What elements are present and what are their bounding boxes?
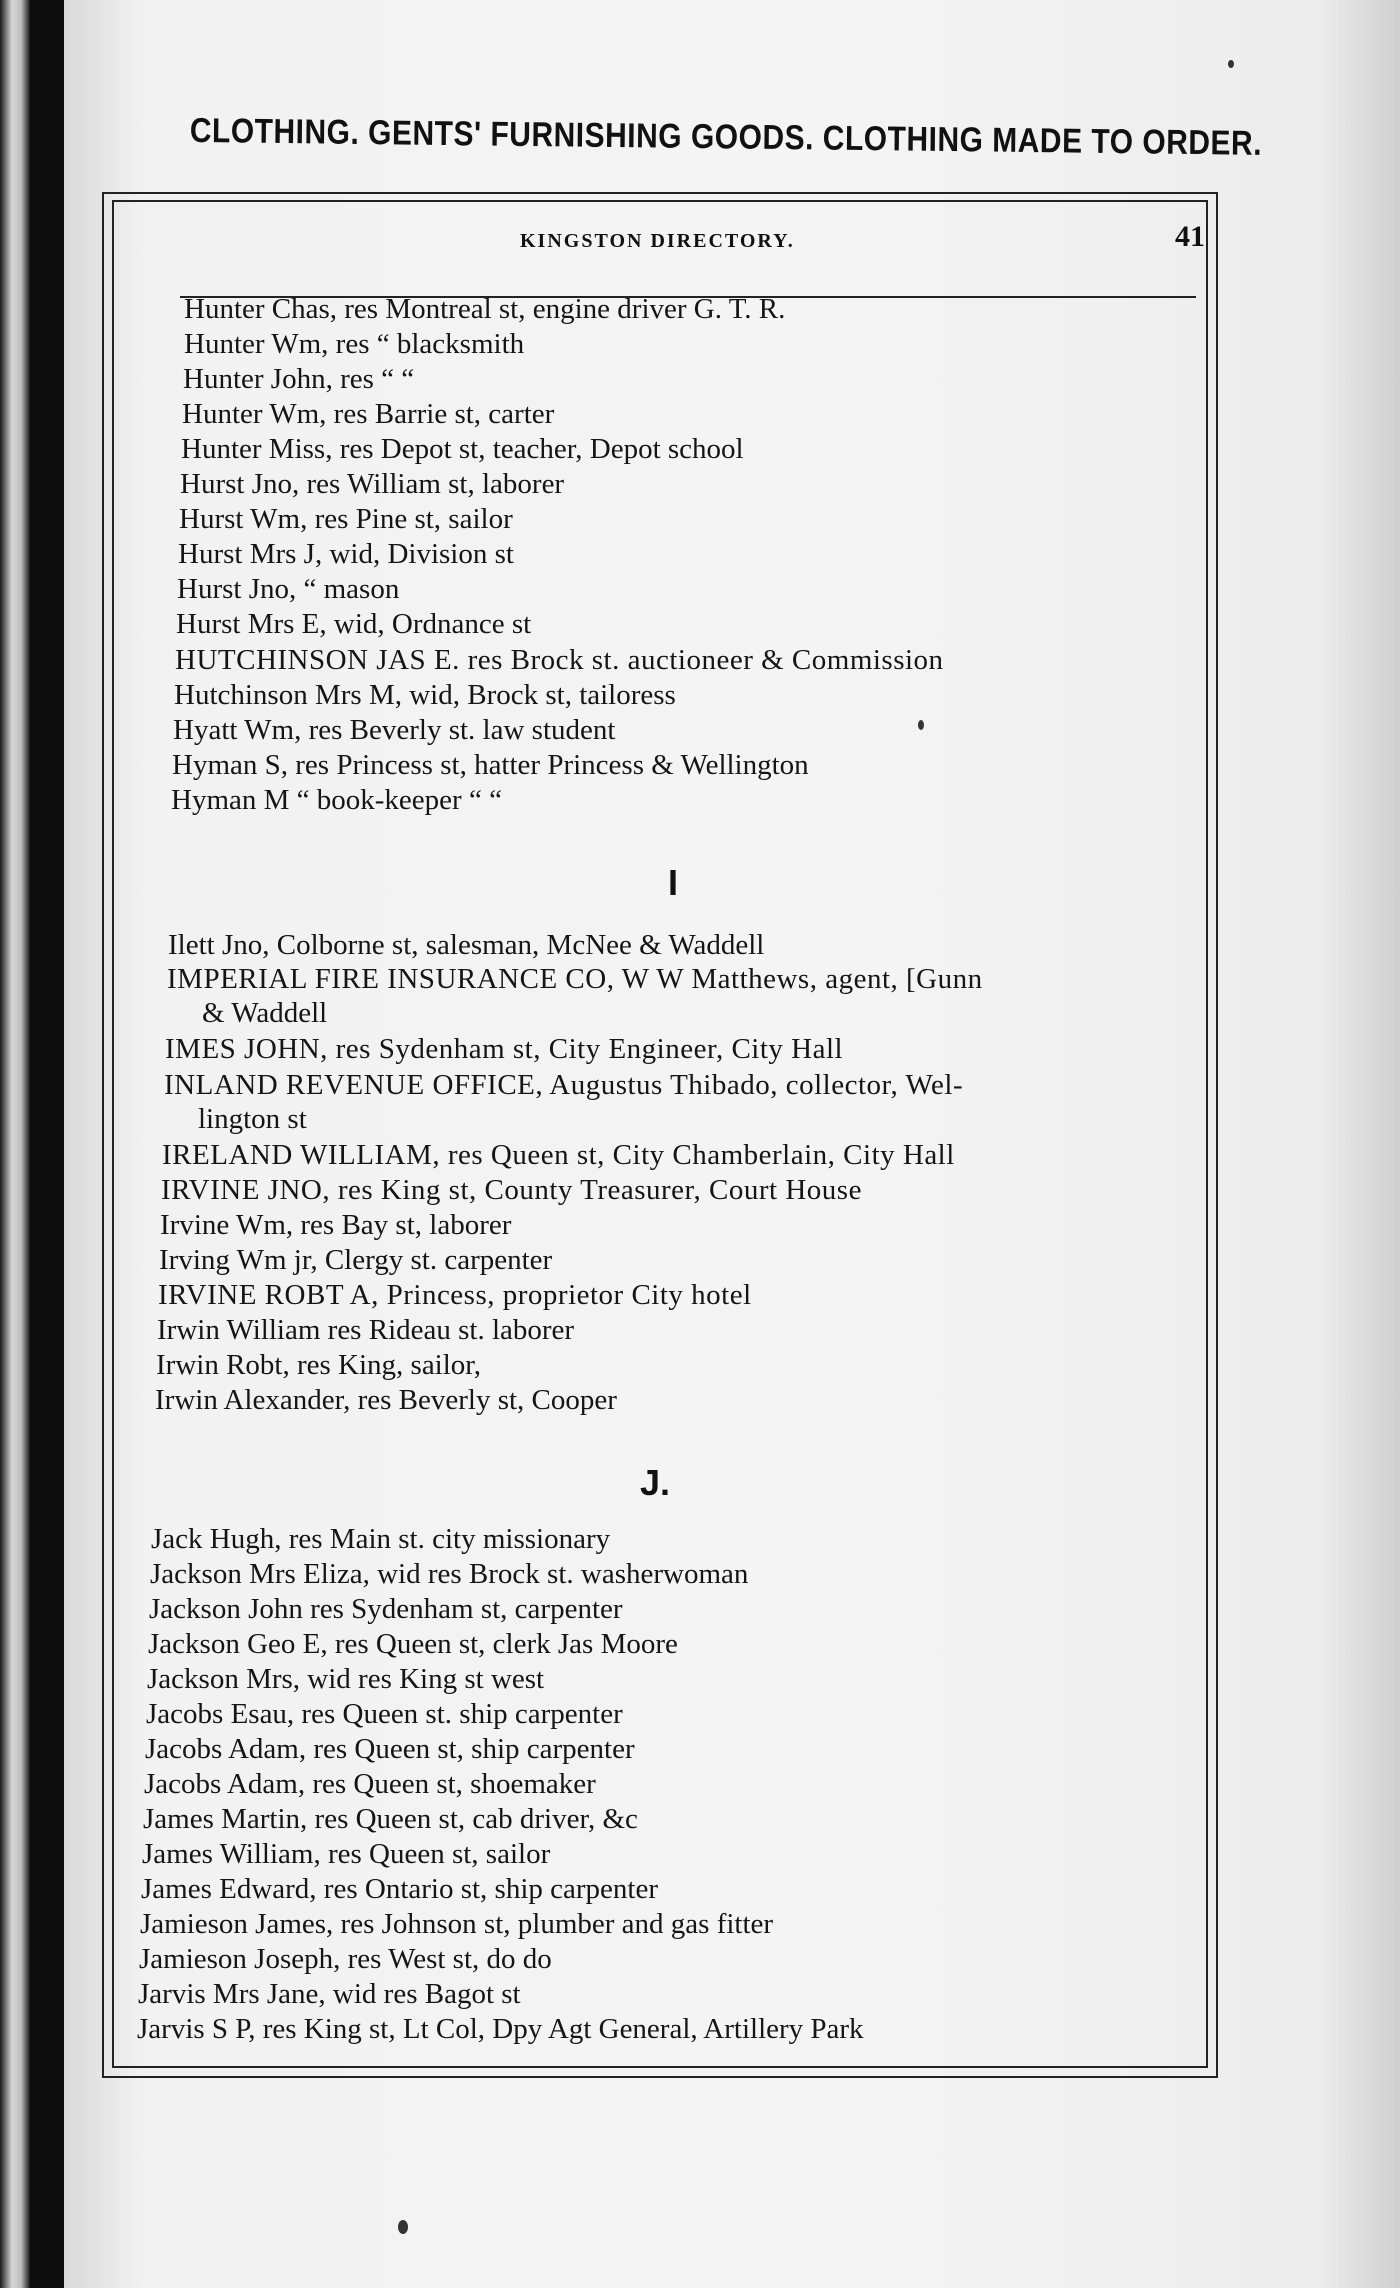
ink-speck [918, 720, 924, 730]
directory-entry: lington st [198, 1103, 307, 1135]
directory-entry: Irwin Alexander, res Beverly st, Cooper [155, 1384, 617, 1416]
directory-entry: James Martin, res Queen st, cab driver, &c [143, 1803, 638, 1835]
ink-speck [1228, 60, 1234, 68]
directory-entry: Irvine Wm, res Bay st, laborer [160, 1209, 512, 1241]
directory-entry: Jacobs Adam, res Queen st, ship carpenter [145, 1733, 635, 1765]
directory-entry: Jackson Mrs, wid res King st west [147, 1663, 545, 1695]
directory-entry: Irving Wm jr, Clergy st. carpenter [159, 1244, 553, 1276]
directory-entry: Hunter Miss, res Depot st, teacher, Depot school [181, 433, 744, 465]
directory-entry: Hunter Wm, res Barrie st, carter [182, 398, 555, 430]
directory-entry: Hurst Wm, res Pine st, sailor [179, 503, 513, 535]
directory-entry: Hurst Mrs E, wid, Ordnance st [176, 608, 532, 640]
directory-entry: James Edward, res Ontario st, ship carpenter [141, 1873, 659, 1905]
directory-entry: Hyman M “ book-keeper “ “ [171, 784, 502, 816]
directory-entry: Jamieson Joseph, res West st, do do [139, 1943, 552, 1975]
directory-entry: Ilett Jno, Colborne st, salesman, McNee & Waddell [168, 929, 765, 961]
directory-entry: INLAND REVENUE OFFICE, Augustus Thibado, collector, Wel- [164, 1069, 964, 1101]
directory-entry: Jacobs Adam, res Queen st, shoemaker [144, 1768, 596, 1800]
directory-entry: Hyatt Wm, res Beverly st. law student [173, 714, 616, 746]
section-letter-i: I [668, 862, 679, 903]
directory-entry: IRVINE JNO, res King st, County Treasurer, Court House [161, 1174, 862, 1206]
directory-entry: Jamieson James, res Johnson st, plumber and gas fitter [140, 1908, 774, 1940]
directory-entry: Jackson John res Sydenham st, carpenter [149, 1593, 623, 1625]
directory-entry: Irwin William res Rideau st. laborer [157, 1314, 575, 1346]
directory-entry: IMPERIAL FIRE INSURANCE CO, W W Matthews, agent, [Gunn [167, 963, 983, 995]
page-number: 41 [1175, 220, 1205, 253]
section-letter-j: J. [640, 1462, 671, 1503]
directory-entry: Jarvis S P, res King st, Lt Col, Dpy Agt General, Artillery Park [137, 2013, 864, 2045]
directory-entry: IRELAND WILLIAM, res Queen st, City Chamberlain, City Hall [162, 1139, 955, 1171]
ink-speck [398, 2220, 408, 2234]
directory-entry: Hunter John, res “ “ [183, 363, 415, 395]
directory-entry: Hunter Wm, res “ blacksmith [184, 328, 525, 360]
directory-entry: Hurst Mrs J, wid, Division st [178, 538, 514, 570]
running-head-advert: CLOTHING. GENTS' FURNISHING GOODS. CLOTHING MADE TO ORDER. [189, 112, 1263, 163]
directory-entry: Jackson Geo E, res Queen st, clerk Jas Moore [148, 1628, 678, 1660]
directory-entry: Hutchinson Mrs M, wid, Brock st, tailoress [174, 679, 676, 711]
directory-entry: Jacobs Esau, res Queen st. ship carpenter [146, 1698, 623, 1730]
directory-entry: Irwin Robt, res King, sailor, [156, 1349, 482, 1381]
directory-entry: & Waddell [202, 997, 328, 1029]
directory-entry: IRVINE ROBT A, Princess, proprietor City hotel [158, 1279, 752, 1311]
directory-entry: Jarvis Mrs Jane, wid res Bagot st [138, 1978, 521, 2010]
directory-entry: James William, res Queen st, sailor [142, 1838, 551, 1870]
directory-entry: Jackson Mrs Eliza, wid res Brock st. washerwoman [150, 1558, 749, 1590]
directory-entry: HUTCHINSON JAS E. res Brock st. auctioneer & Commission [175, 644, 944, 676]
directory-entry: Jack Hugh, res Main st. city missionary [151, 1523, 611, 1555]
directory-title: KINGSTON DIRECTORY. [520, 230, 795, 252]
directory-entry: Hyman S, res Princess st, hatter Princess & Wellington [172, 749, 809, 781]
directory-entry: IMES JOHN, res Sydenham st, City Engineer, City Hall [165, 1033, 844, 1065]
directory-entry: Hurst Jno, res William st, laborer [180, 468, 565, 500]
directory-entry: Hunter Chas, res Montreal st, engine driver G. T. R. [184, 293, 786, 325]
directory-entry: Hurst Jno, “ mason [177, 573, 400, 605]
